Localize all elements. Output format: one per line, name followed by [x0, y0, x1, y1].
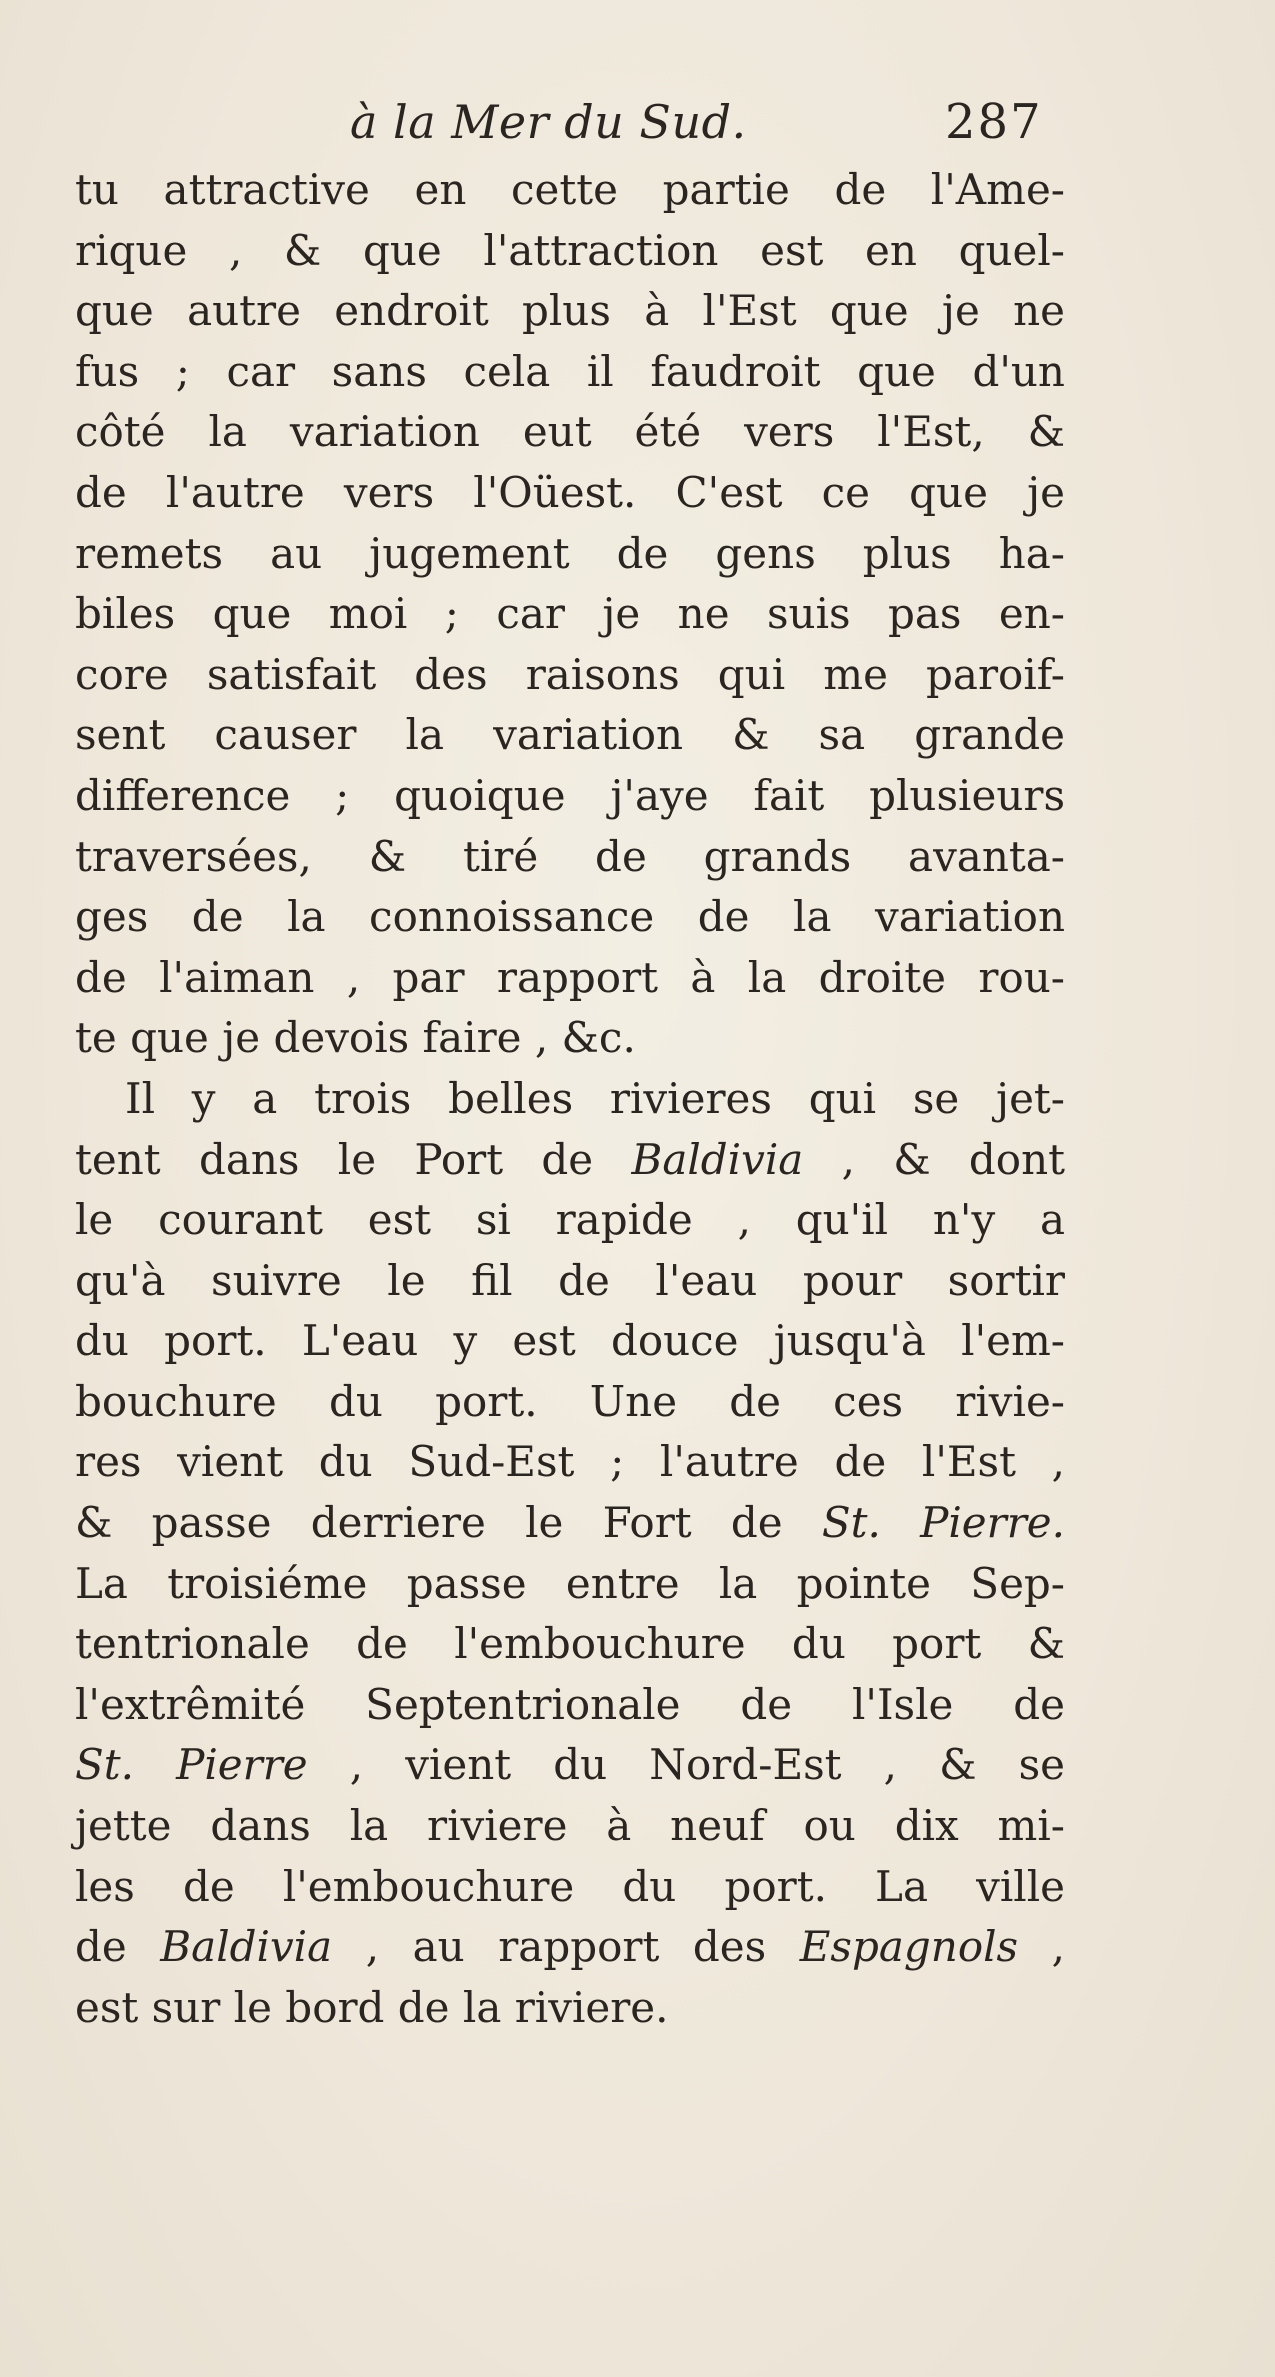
text-segment: jette dans la riviere à neuf ou dix mi-: [75, 1801, 1065, 1851]
page-header: [0, 92, 1275, 152]
text-segment: , & dont: [803, 1134, 1066, 1184]
text-line: [75, 1311, 1065, 1372]
text-segment: tent dans le Port de: [75, 1134, 632, 1184]
text-segment: du port. L'eau y est douce jusqu'à l'em-: [75, 1316, 1065, 1366]
text-segment: traversées, & tiré de grands avanta-: [75, 831, 1065, 881]
text-line: [75, 887, 1065, 948]
text-segment: difference ; quoique j'aye fait plusieurs: [75, 770, 1065, 820]
text-segment: côté la variation eut été vers l'Est, &: [75, 407, 1065, 457]
text-segment: ges de la connoissance de la variation: [75, 892, 1065, 942]
italic-text: St. Pierre.: [821, 1498, 1065, 1548]
italic-text: Baldivia: [160, 1922, 333, 1972]
text-segment: Il y a trois belles rivieres qui se jet-: [125, 1073, 1065, 1123]
text-line: [75, 1493, 1065, 1554]
text-segment: est sur le bord de la riviere.: [75, 1982, 669, 2032]
text-segment: core satisfait des raisons qui me paroif-: [75, 649, 1065, 699]
text-segment: sent causer la variation & sa grande: [75, 710, 1065, 760]
text-segment: biles que moi ; car je ne suis pas en-: [75, 589, 1065, 639]
text-line: [75, 1796, 1065, 1857]
text-line: [75, 160, 1065, 221]
text-line: [75, 1735, 1065, 1796]
text-line: [75, 402, 1065, 463]
text-line: [75, 1008, 1065, 1069]
text-line: [75, 463, 1065, 524]
text-segment: tentrionale de l'embouchure du port &: [75, 1619, 1065, 1669]
text-line: [75, 1614, 1065, 1675]
text-segment: de: [75, 1922, 161, 1972]
text-segment: & passe derriere le Fort de: [75, 1498, 822, 1548]
text-segment: La troisiéme passe entre la pointe Sep-: [75, 1558, 1065, 1608]
text-line: [75, 342, 1065, 403]
text-segment: ,: [1018, 1922, 1066, 1972]
text-segment: , vient du Nord-Est , & se: [307, 1740, 1065, 1790]
paragraph: [75, 160, 1065, 1069]
text-segment: rique , & que l'attraction est en quel-: [75, 225, 1065, 275]
text-line: [75, 827, 1065, 888]
text-segment: res vient du Sud-Est ; l'autre de l'Est ,: [75, 1437, 1065, 1487]
text-line: [75, 766, 1065, 827]
text-line: [75, 1251, 1065, 1312]
text-segment: fus ; car sans cela il faudroit que d'un: [75, 346, 1065, 396]
text-line: [75, 1069, 1065, 1130]
paragraph: [75, 1069, 1065, 2039]
text-segment: les de l'embouchure du port. La ville: [75, 1861, 1065, 1911]
text-segment: tu attractive en cette partie de l'Ame-: [75, 165, 1065, 214]
text-segment: l'extrêmité Septentrionale de l'Isle de: [75, 1679, 1065, 1729]
text-segment: que autre endroit plus à l'Est que je ne: [75, 286, 1065, 336]
text-line: [75, 221, 1065, 282]
text-line: [75, 1432, 1065, 1493]
text-line: [75, 1130, 1065, 1191]
text-segment: , au rapport des: [332, 1922, 800, 1972]
italic-text: Espagnols: [799, 1922, 1019, 1972]
text-segment: remets au jugement de gens plus ha-: [75, 528, 1065, 578]
text-line: [75, 584, 1065, 645]
text-line: [75, 524, 1065, 585]
text-line: [75, 1554, 1065, 1615]
text-line: [75, 1857, 1065, 1918]
text-segment: de l'aiman , par rapport à la droite rou-: [75, 952, 1065, 1002]
text-line: [75, 1675, 1065, 1736]
text-line: [75, 1917, 1065, 1978]
text-line: [75, 1372, 1065, 1433]
page-number: 287: [945, 94, 1043, 150]
italic-text: St. Pierre: [75, 1740, 308, 1790]
text-line: [75, 1978, 1065, 2039]
running-head: à la Mer du Sud.: [350, 95, 747, 149]
text-segment: le courant est si rapide , qu'il n'y a: [75, 1195, 1065, 1245]
italic-text: Baldivia: [631, 1134, 804, 1184]
text-line: [75, 948, 1065, 1009]
text-line: [75, 705, 1065, 766]
text-segment: te que je devois faire , &c.: [75, 1013, 636, 1063]
text-segment: qu'à suivre le fil de l'eau pour sortir: [75, 1255, 1065, 1305]
text-line: [75, 281, 1065, 342]
text-segment: de l'autre vers l'Oüest. C'est ce que je: [75, 467, 1065, 517]
text-line: [75, 645, 1065, 706]
text-line: [75, 1190, 1065, 1251]
text-segment: bouchure du port. Une de ces rivie-: [75, 1376, 1065, 1426]
body-text: [75, 160, 1065, 2038]
